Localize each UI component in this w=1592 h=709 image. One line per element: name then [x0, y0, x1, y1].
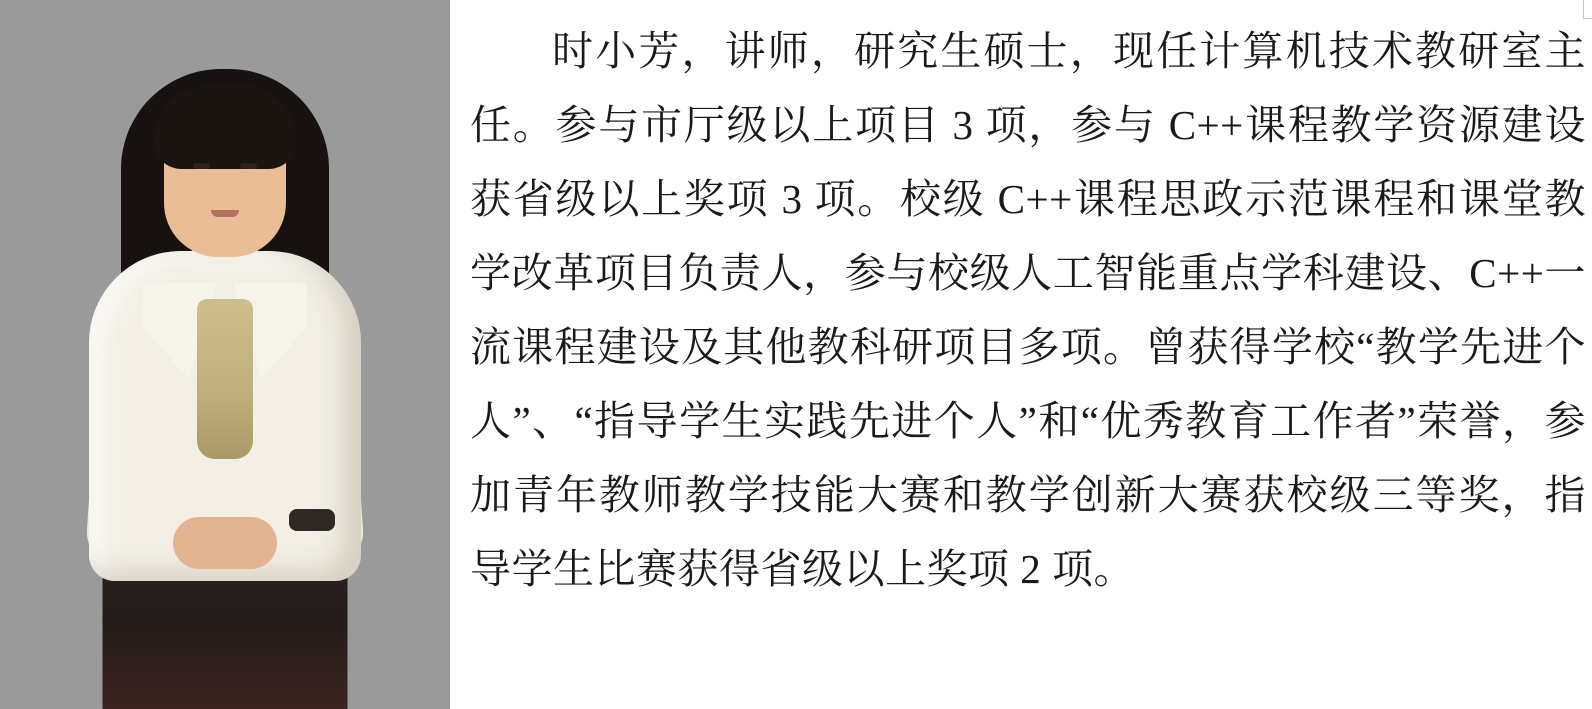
portrait-photo: [0, 0, 450, 709]
portrait-wrist-watch: [289, 509, 335, 531]
portrait-hair-front: [154, 85, 296, 169]
portrait-mouth: [211, 210, 239, 217]
portrait-eye-right: [240, 163, 257, 169]
portrait-eye-left: [193, 163, 210, 169]
bio-text-column: [470, 0, 1592, 709]
page-edge-mark: [1583, 0, 1592, 19]
portrait-scarf: [197, 299, 253, 459]
portrait-figure: [75, 49, 375, 709]
portrait-hands: [173, 517, 277, 569]
portrait-skirt: [103, 559, 348, 709]
instructor-bio-paragraph: 时小芳，讲师，研究生硕士，现任计算机技术教研室主任。参与市厅级以上项目 3 项，参与 C++课程教学资源建设获省级以上奖项 3 项。校级 C++课程思政示范课程和课堂教学改革项目负责人，参与校级人工智能重点学科建设、C++一流课程建设及其他教科研项目多项。曾获得学校“教学先进个人”、“指导学生实践先进个人”和“优秀教育工作者”荣誉，参加青年教师教学技能大赛和教学创新大赛获校级三等奖，指导学生比赛获得省级以上奖项 2 项。: [470, 28, 1586, 592]
